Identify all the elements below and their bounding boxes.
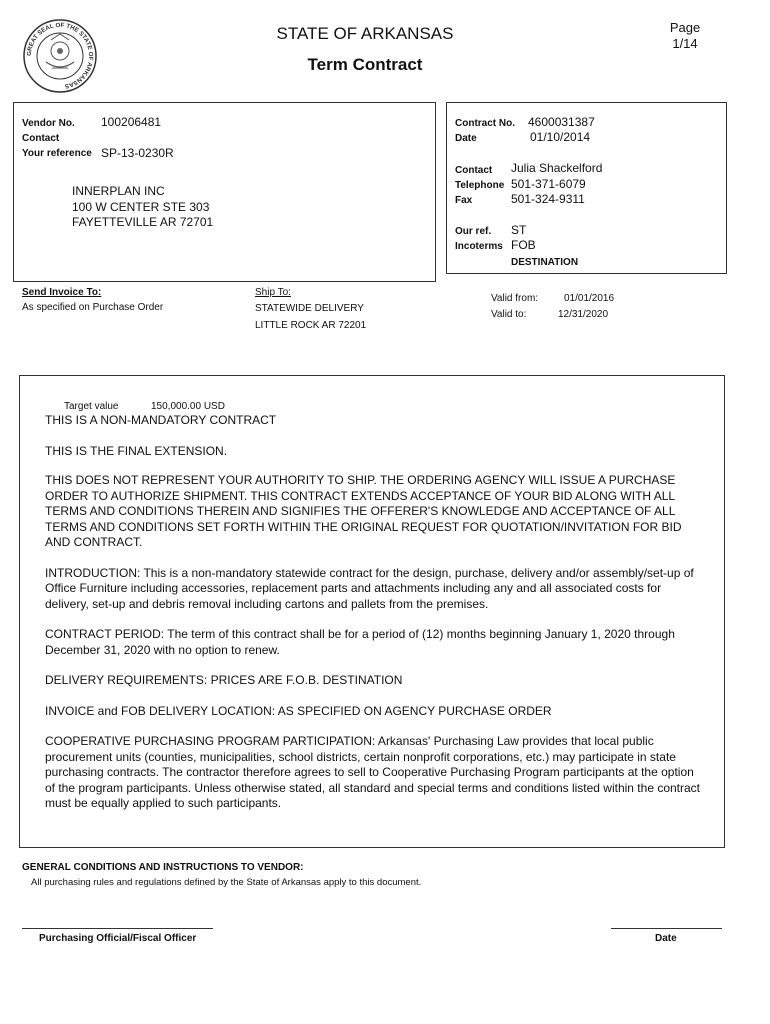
page-indicator — [650, 20, 720, 52]
contract-date-label: Date — [455, 133, 477, 144]
official-signature-label: Purchasing Official/Fiscal Officer — [39, 933, 197, 944]
ship-to-line-2: LITTLE ROCK AR 72201 — [255, 320, 367, 331]
svg-text:GREAT SEAL OF THE STATE OF ARK: GREAT SEAL OF THE STATE OF ARKANSAS — [25, 21, 95, 90]
valid-to-label: Valid to: — [491, 309, 527, 320]
paragraph: THIS DOES NOT REPRESENT YOUR AUTHORITY TO SHIP. THE ORDERING AGENCY WILL ISSUE A PURCHASE ORDER TO AUTHORIZE SHIPMENT. THIS CONTRACT EXTENDS ACCEPTANCE OF YOUR BID ALONG WITH ALL TERMS AND CONDITIONS THEREIN AND SIGNIFIES THE OFFERER'S KNOWLEDGE AND ACCEPTANCE OF ALL TERMS AND CONDITIONS SET FORTH WITHIN THE ORIGINAL REQUEST FOR QUOTATION/INVITATION FOR BID AND CONTRACT. — [45, 473, 682, 549]
general-conditions-title: GENERAL CONDITIONS AND INSTRUCTIONS TO VENDOR: — [22, 862, 304, 873]
paragraph: INVOICE and FOB DELIVERY LOCATION: AS SPECIFIED ON AGENCY PURCHASE ORDER — [45, 703, 552, 718]
document-title: STATE OF ARKANSAS — [276, 24, 454, 43]
destination: DESTINATION — [511, 257, 579, 268]
your-reference: SP-13-0230R — [101, 146, 174, 160]
telephone-label: Telephone — [455, 180, 505, 191]
send-invoice-label: Send Invoice To: — [22, 287, 102, 298]
contract-no-label: Contract No. — [455, 118, 515, 129]
vendor-address-2: FAYETTEVILLE AR 72701 — [72, 215, 214, 229]
contract-terms-text — [45, 413, 705, 826]
send-invoice-value: As specified on Purchase Order — [22, 302, 164, 313]
page-label: Page — [669, 20, 701, 35]
vendor-address-1: 100 W CENTER STE 303 — [72, 200, 210, 214]
page-number: 1/14 — [672, 36, 698, 51]
valid-to: 12/31/2020 — [558, 309, 609, 320]
document-subtitle: Term Contract — [307, 55, 423, 74]
fax-label: Fax — [455, 195, 473, 206]
contact-name: Julia Shackelford — [511, 161, 603, 175]
ship-to-line-1: STATEWIDE DELIVERY — [255, 303, 364, 314]
paragraph: THIS IS A NON-MANDATORY CONTRACT — [45, 413, 277, 427]
paragraph: COOPERATIVE PURCHASING PROGRAM PARTICIPATION: Arkansas' Purchasing Law provides that local public procurement units (counties, municipalities, school districts, certain nonprofit corporations, etc.) may participate in state purchasing contracts. The contractor therefore agrees to sell to Cooperative Purchasing Program participants at the option of the program participants. Unless otherwise stated, all standard and special terms and conditions listed within the contract must be equally applied to such participants. — [45, 734, 701, 810]
fax: 501-324-9311 — [511, 192, 585, 206]
vendor-contact-label: Contact — [22, 133, 60, 144]
contract-date: 01/10/2014 — [530, 130, 591, 144]
paragraph: THIS IS THE FINAL EXTENSION. — [45, 443, 228, 458]
valid-from: 01/01/2016 — [564, 293, 615, 304]
target-value: 150,000.00 USD — [151, 401, 225, 412]
valid-from-label: Valid from: — [491, 293, 539, 304]
target-value-label: Target value — [64, 401, 119, 412]
vendor-name: INNERPLAN INC — [72, 184, 165, 198]
incoterms-label: Incoterms — [455, 241, 503, 252]
official-signature-line — [22, 928, 213, 929]
our-ref-label: Our ref. — [455, 226, 492, 237]
your-reference-label: Your reference — [22, 148, 92, 159]
date-signature-label: Date — [655, 933, 677, 944]
general-conditions-text: All purchasing rules and regulations defined by the State of Arkansas apply to this document. — [31, 877, 422, 888]
paragraph: DELIVERY REQUIREMENTS: PRICES ARE F.O.B. DESTINATION — [45, 673, 403, 687]
our-ref: ST — [511, 223, 527, 237]
telephone: 501-371-6079 — [511, 177, 586, 191]
paragraph: INTRODUCTION: This is a non-mandatory statewide contract for the design, purchase, delivery and/or assembly/set-up of Office Furniture including accessories, replacement parts and attachments including any and all associated costs for delivery, set-up and debris removal including cartons and pallets from the premises. — [45, 565, 694, 611]
ship-to-label: Ship To: — [255, 287, 291, 298]
vendor-no-label: Vendor No. — [22, 118, 75, 129]
paragraph: CONTRACT PERIOD: The term of this contract shall be for a period of (12) months beginning January 1, 2020 through December 31, 2020 with no option to renew. — [45, 627, 675, 657]
contract-no: 4600031387 — [528, 115, 595, 129]
date-signature-line — [611, 928, 722, 929]
contact-label: Contact — [455, 165, 493, 176]
incoterms: FOB — [511, 238, 536, 252]
vendor-no: 100206481 — [101, 115, 162, 129]
